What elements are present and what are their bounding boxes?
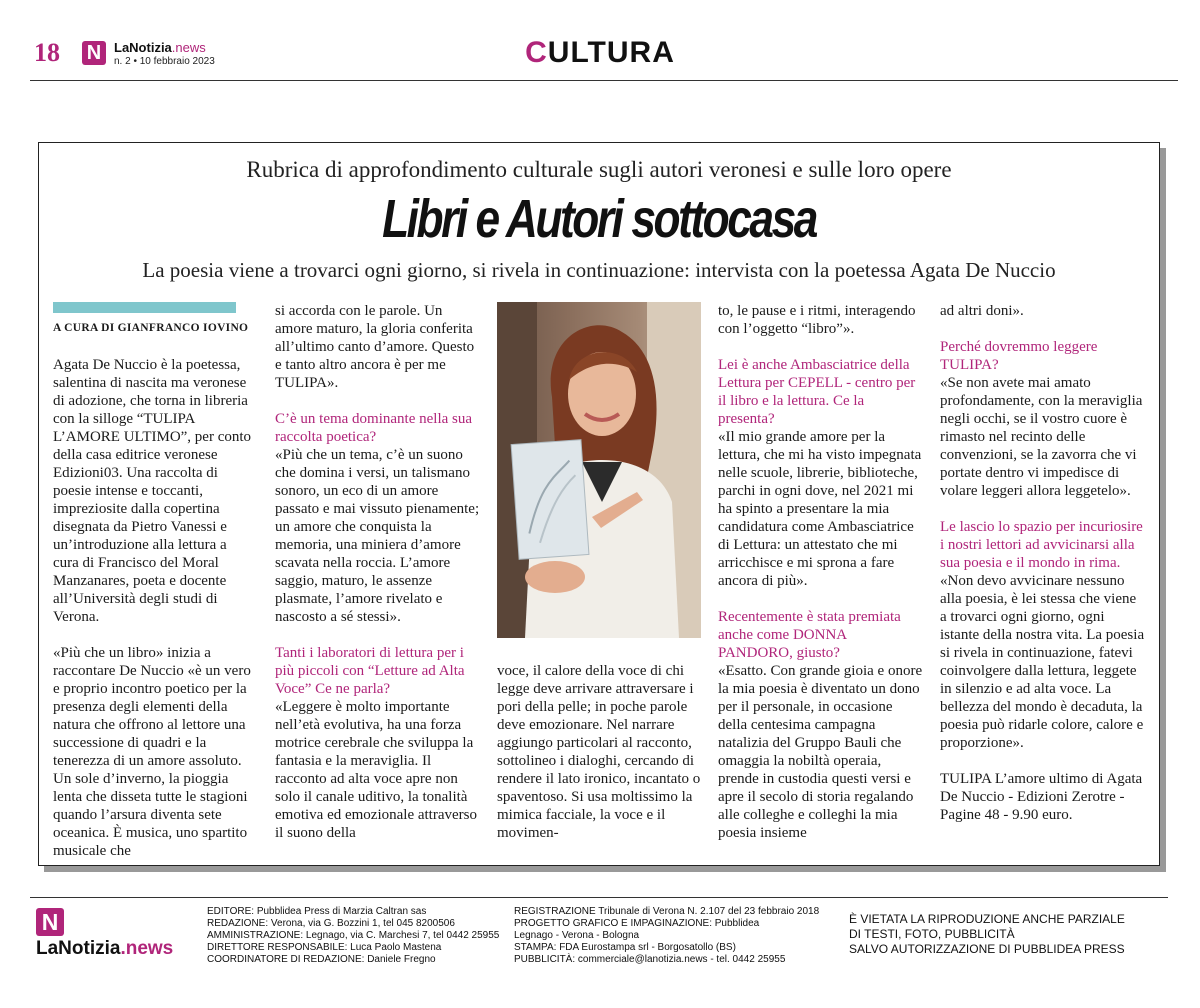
- brand-name-main: LaNotizia: [114, 40, 172, 55]
- footer-divider: [30, 897, 1168, 898]
- article-column-4: [718, 302, 923, 860]
- interview-question: Perché dovremmo leggere TULIPA?: [940, 339, 1098, 373]
- footer-line: SALVO AUTORIZZAZIONE DI PUBBLIDEA PRESS: [849, 942, 1125, 956]
- footer-brand-name: [36, 938, 173, 960]
- article-headline: Libri e Autori sottocasa: [382, 189, 816, 249]
- article-column-1: [53, 356, 253, 878]
- footer-line: Legnago - Verona - Bologna: [514, 930, 640, 941]
- footer-logo-icon: N: [36, 908, 64, 936]
- footer-registration-info: [514, 906, 819, 966]
- interview-question: C’è un tema dominante nella sua raccolta poetica?: [275, 411, 473, 445]
- section-title-initial: C: [525, 36, 548, 69]
- paragraph: «Più che un libro» inizia a raccontare De Nuccio «è un vero e proprio incontro poetico per la presenza degli elementi della natura che offrono al lettore una successione di quadri e la tenerezza di un amore assoluto. Un sole d’inverno, la pioggia lenta che disseta tutte le stagioni quando l’arsura diventa sete oceanica. È musica, uno spartito musicale che: [53, 645, 251, 859]
- article-column-5: [940, 302, 1145, 842]
- footer-brand-main: LaNotizia: [36, 938, 121, 959]
- paragraph: ad altri doni».: [940, 303, 1024, 319]
- footer-copyright-notice: [849, 912, 1125, 957]
- footer-line: COORDINATORE DI REDAZIONE: Daniele Fregno: [207, 954, 436, 965]
- interview-answer: «Non devo avvicinare nessuno alla poesia, è lei stessa che viene a trovarci ogni giorno, ogni istante della nostra vita. La poesia si rivela in continuazione, fatevi coinvolgere dalla lettura, leggete in silenzio e ad alta voce. La bellezza del mondo è decaduta, la poesia può ridarle colore, calore e proporzione».: [940, 573, 1145, 751]
- section-title: [0, 36, 1200, 70]
- article-subtitle: La poesia viene a trovarci ogni giorno, si rivela in continuazione: intervista con la poetessa Agata De Nuccio: [142, 258, 1056, 282]
- interview-answer: «Leggere è molto importante nell’età evolutiva, ha una forza motrice cerebrale che sviluppa la fantasia e la meraviglia. Il racconto ad alta voce apre non solo il canale uditivo, la tonalità emotiva ed emozionale attraverso il suono della: [275, 699, 477, 841]
- footer-line: DI TESTI, FOTO, PUBBLICITÀ: [849, 927, 1015, 941]
- interview-question: Recentemente è stata premiata anche come DONNA PANDORO, giusto?: [718, 609, 901, 661]
- brand-name-suffix: .news: [171, 40, 206, 55]
- footer-line: STAMPA: FDA Eurostampa srl - Borgosatollo (BS): [514, 942, 736, 953]
- footer-line: PROGETTO GRAFICO E IMPAGINAZIONE: Pubblidea: [514, 918, 760, 929]
- footer-line: PUBBLICITÀ: commerciale@lanotizia.news - tel. 0442 25955: [514, 954, 786, 965]
- byline-accent-bar: [53, 302, 236, 313]
- footer-brand-suffix: .news: [120, 938, 174, 959]
- interview-answer: «Il mio grande amore per la lettura, che mi ha visto impegnata nelle scuole, librerie, biblioteche, parchi in ogni dove, nel 2021 mi ha spinto a presentare la mia candidatura come Ambasciatrice di Lettura: un attestato che mi arricchisce e mi sprona a fare ancora di più».: [718, 429, 922, 589]
- paragraph: Agata De Nuccio è la poetessa, salentina di nascita ma veronese di adozione, che torna in libreria con la silloge “TULIPA L’AMORE ULTIMO”, per conto della casa editrice veronese Edizioni03. Una raccolta di poesie intense e toccanti, impreziosite dalla copertina disegnata da Pietro Vanessi e un’introduzione alla lettura a cura di Francisco del Moral Manzanares, poeta e docente all’Università degli studi di Verona.: [53, 357, 252, 625]
- newspaper-logo-icon: N: [82, 41, 106, 65]
- paragraph: to, le pause e i ritmi, interagendo con l’oggetto “libro”».: [718, 303, 916, 337]
- author-photo: [497, 302, 701, 638]
- article-byline: A CURA DI GIANFRANCO IOVINO: [53, 322, 249, 334]
- paragraph: si accorda con le parole. Un amore maturo, la gloria conferita all’ultimo canto d’amore. Questo e tanto altro ancora è per me TULIPA».: [275, 303, 475, 391]
- interview-answer: «Esatto. Con grande gioia e onore la mia poesia è diventato un dono per il personale, in occasione della centesima campagna natalizia del Gruppo Bauli che omaggia la nobiltà operaia, prende in custodia questi versi e apre il secolo di storia regalando alle colleghe e colleghi la mia poesia insieme: [718, 663, 923, 841]
- book-info: TULIPA L’amore ultimo di Agata De Nuccio - Edizioni Zerotre - Pagine 48 - 9.90 euro.: [940, 771, 1143, 823]
- interview-answer: «Se non avete mai amato profondamente, con la meraviglia negli occhi, se il vostro cuore è rimasto nel recinto delle convenzioni, se la zavorra che vi portate dentro vi impedisce di volare leggeri allora leggetelo».: [940, 375, 1143, 499]
- footer-line: È VIETATA LA RIPRODUZIONE ANCHE PARZIALE: [849, 912, 1125, 926]
- header-divider: [30, 80, 1178, 81]
- footer-line: DIRETTORE RESPONSABILE: Luca Paolo Mastena: [207, 942, 442, 953]
- paragraph: voce, il calore della voce di chi legge deve arrivare attraversare i pori della pelle; in poche parole deve emozionare. Nel narrare aggiungo particolari al racconto, sottolineo i dialoghi, cercando di rendere il lato ironico, incantato o spaventoso. Si usa moltissimo la mimica facciale, la voce e il movimen-: [497, 663, 701, 841]
- footer-line: AMMINISTRAZIONE: Legnago, via C. Marchesi 7, tel 0442 25955: [207, 930, 500, 941]
- footer-publisher-info: [207, 906, 499, 966]
- interview-question: Le lascio lo spazio per incuriosire i nostri lettori ad avvicinarsi alla sua poesia e il mondo in rima.: [940, 519, 1143, 571]
- footer-line: EDITORE: Pubblidea Press di Marzia Caltran sas: [207, 906, 427, 917]
- interview-question: Lei è anche Ambasciatrice della Lettura per CEPELL - centro per il libro e la lettura. Ce la presenta?: [718, 357, 916, 427]
- issue-date: n. 2 • 10 febbraio 2023: [114, 56, 215, 67]
- footer-line: REGISTRAZIONE Tribunale di Verona N. 2.107 del 23 febbraio 2018: [514, 906, 820, 917]
- interview-question: Tanti i laboratori di lettura per i più piccoli con “Letture ad Alta Voce” Ce ne parla?: [275, 645, 465, 697]
- article-column-3: [497, 662, 702, 860]
- page-number: 18: [34, 38, 60, 67]
- author-photo-illustration: [497, 302, 701, 638]
- article-column-2: [275, 302, 480, 860]
- article-rubric: Rubrica di approfondimento culturale sugli autori veronesi e sulle loro opere: [246, 157, 952, 182]
- section-title-rest: ULTURA: [547, 36, 675, 69]
- interview-answer: «Più che un tema, c’è un suono che domina i versi, un talismano sonoro, un eco di un amore passato e mai vissuto pienamente; un amore che conquista la memoria, una miniera d’amore scavata nella roccia. L’amore saggio, maturo, le assenze plasmate, l’amore rivelato e nascosto a sé stessi».: [275, 447, 480, 625]
- footer-line: REDAZIONE: Verona, via G. Bozzini 1, tel 045 8200506: [207, 918, 455, 929]
